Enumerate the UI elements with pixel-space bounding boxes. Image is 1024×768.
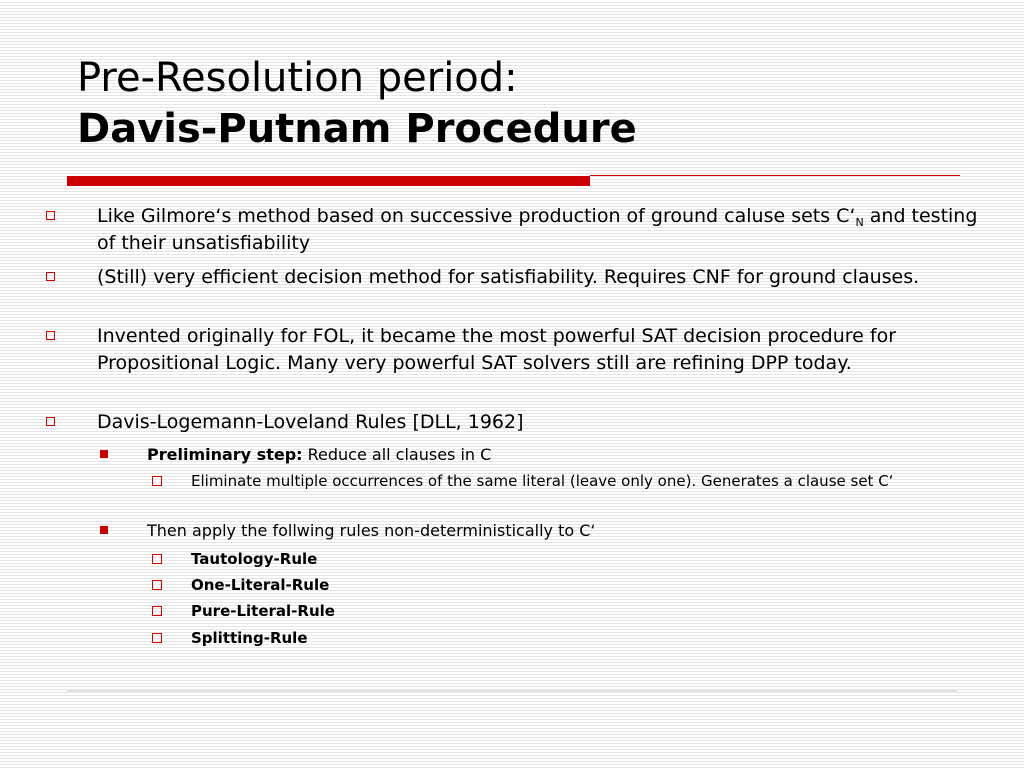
bullet-text-part: and testing of their unsatisfiability [97,205,978,254]
sub-sub-bullet-text: Eliminate multiple occurrences of the same literal (leave only one). Generates a clause set C‘ [191,472,894,490]
bullet-text [97,203,997,257]
title-line-1: Pre-Resolution period: [77,55,518,101]
filled-square-bullet-icon [100,526,108,534]
hollow-square-bullet-icon [46,417,55,426]
bullet-text: Davis-Logemann-Loveland Rules [DLL, 1962] [97,411,524,433]
hollow-square-bullet-icon [152,476,162,486]
bold-label: Preliminary step: [147,445,303,464]
rule-name: Pure-Literal-Rule [191,602,335,620]
bullet-text: Invented originally for FOL, it became the most powerful SAT decision procedure for Propositional Logic. Many very powerful SAT solvers still are refining DPP today. [97,325,897,374]
hollow-square-bullet-icon [152,606,162,616]
bullet-text: (Still) very efficient decision method for satisfiability. Requires CNF for ground clauses. [97,266,920,288]
hollow-square-bullet-icon [152,554,162,564]
footer-divider [67,690,957,692]
hollow-square-bullet-icon [46,272,55,281]
sub-bullet-text-part: Reduce all clauses in C [302,445,492,464]
hollow-square-bullet-icon [152,580,162,590]
rule-name: Tautology-Rule [191,550,318,568]
rule-name: One-Literal-Rule [191,576,330,594]
filled-square-bullet-icon [100,450,108,458]
rule-name: Splitting-Rule [191,629,308,647]
hollow-square-bullet-icon [152,633,162,643]
bullet-text-part: Like Gilmore‘s method based on successive production of ground caluse sets C‘ [97,205,856,227]
hollow-square-bullet-icon [46,211,55,220]
hollow-square-bullet-icon [46,331,55,340]
sub-bullet-text: Then apply the follwing rules non-deterministically to C‘ [147,521,596,540]
subscript-n: N [855,216,864,229]
title-line-2: Davis-Putnam Procedure [77,106,637,152]
sub-bullet-text [147,444,947,466]
